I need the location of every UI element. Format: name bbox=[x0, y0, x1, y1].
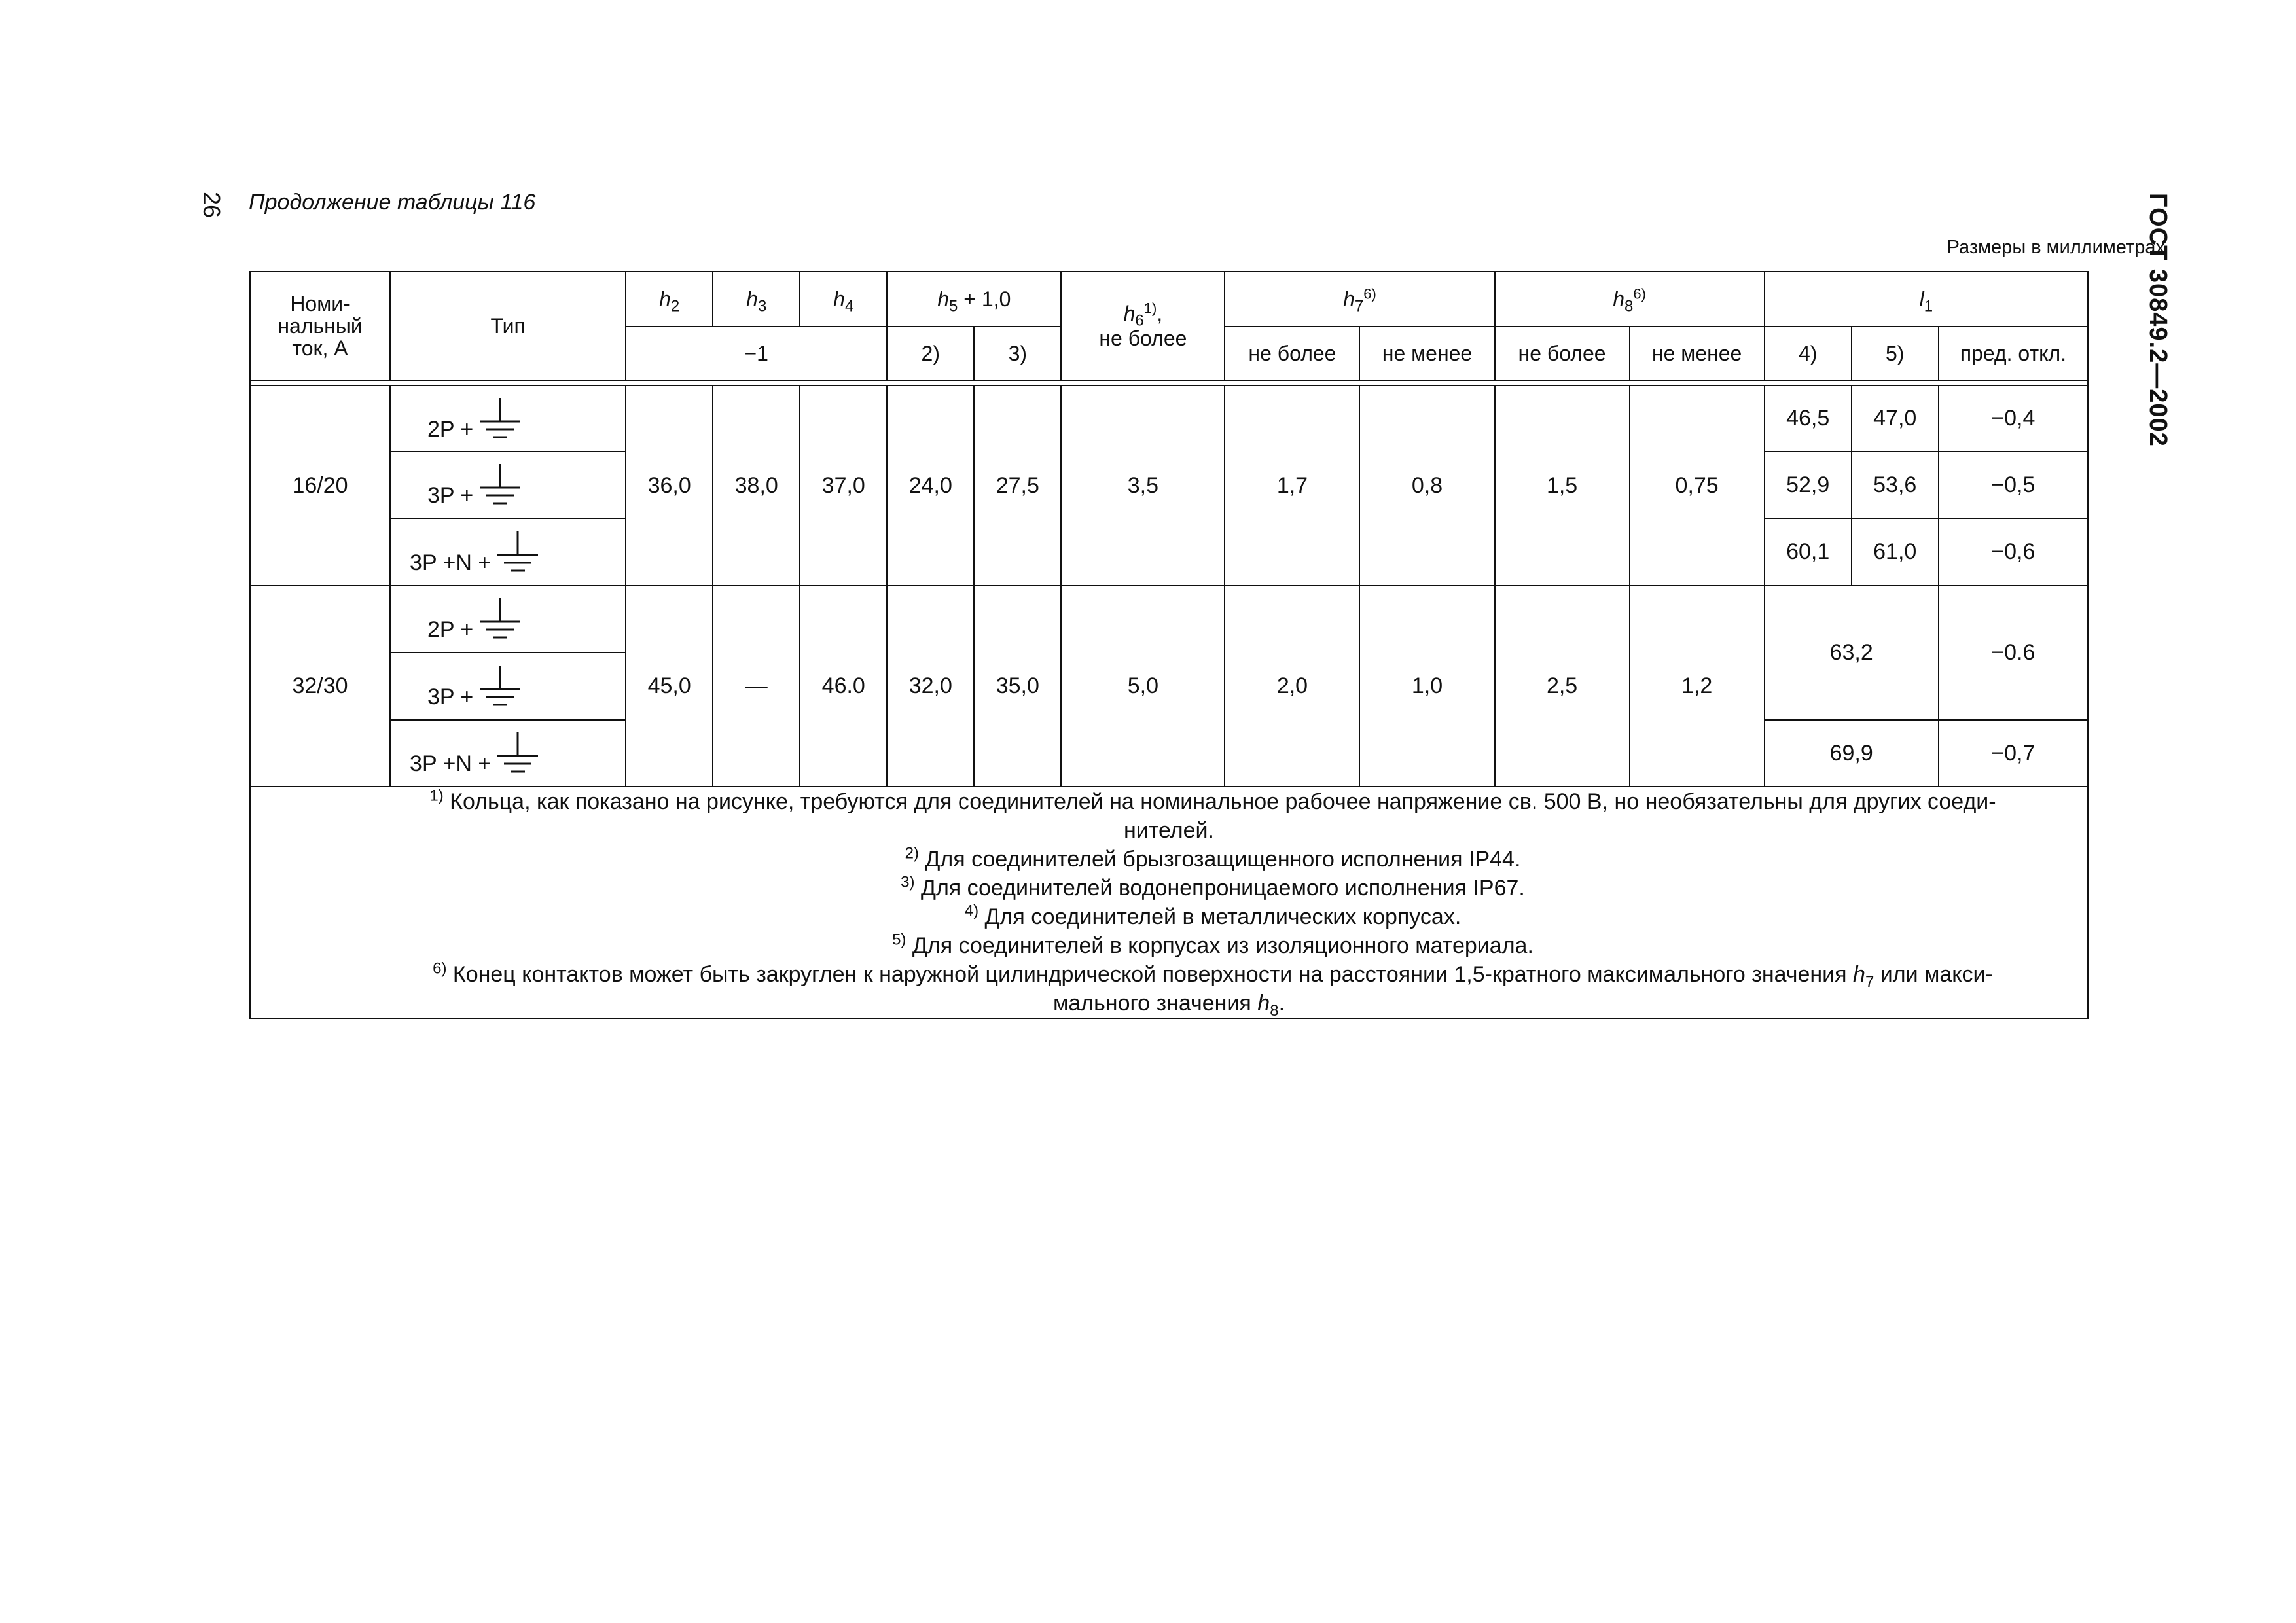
footnote-4: $^{4)}$ Для соединителей в металлических корпусах. bbox=[964, 902, 1462, 929]
cell-h5-ip44: 24,0 bbox=[887, 385, 974, 586]
cell-type: 3P + bbox=[390, 452, 626, 518]
header-h8-min: не менее bbox=[1630, 327, 1765, 380]
header-l1-note4: 4) bbox=[1765, 327, 1852, 380]
cell-h7-max: 1,7 bbox=[1225, 385, 1359, 586]
cell-h4: 46.0 bbox=[800, 586, 887, 787]
cell-l1-metal: 52,9 bbox=[1765, 452, 1852, 518]
ground-icon bbox=[495, 730, 541, 777]
page-number: 26 bbox=[198, 192, 225, 219]
cell-h3: 38,0 bbox=[713, 385, 800, 586]
cell-h8-max: 2,5 bbox=[1495, 586, 1630, 787]
header-h7-min: не менее bbox=[1359, 327, 1494, 380]
footnote-6-continued: мального значения $h_8$. bbox=[1052, 991, 1285, 1020]
header-h5: $h_5 + 1,0$ bbox=[887, 272, 1061, 327]
header-l1-note5: 5) bbox=[1852, 327, 1939, 380]
header-h5-note2: 2) bbox=[887, 327, 974, 380]
cell-h2: 45,0 bbox=[626, 586, 713, 787]
cell-h4: 37,0 bbox=[800, 385, 887, 586]
cell-current: 32/30 bbox=[250, 586, 390, 787]
header-h3: $h_3$ bbox=[713, 272, 800, 327]
table-row bbox=[250, 586, 2088, 652]
ground-icon bbox=[477, 596, 523, 643]
cell-l1-tolerance: −0,6 bbox=[1939, 518, 2088, 586]
footnote-1: $^{1)}$ Кольца, как показано на рисунке, требуются для соединителей на номинальное рабочее напряжение св. 500 В, но необязательны для других соеди- bbox=[429, 787, 1996, 814]
header-h8-max: не более bbox=[1495, 327, 1630, 380]
cell-type: 3P +N + bbox=[390, 518, 626, 586]
cell-h8-min: 0,75 bbox=[1630, 385, 1765, 586]
header-separator bbox=[250, 380, 2088, 385]
cell-l1-tolerance: −0,7 bbox=[1939, 720, 2088, 787]
header-h2: $h_2$ bbox=[626, 272, 713, 327]
cell-h2: 36,0 bbox=[626, 385, 713, 586]
footnote-3: $^{3)}$ Для соединителей водонепроницаемого исполнения IP67. bbox=[901, 873, 1525, 901]
cell-l1-metal: 60,1 bbox=[1765, 518, 1852, 586]
cell-l1-insulating: 47,0 bbox=[1852, 385, 1939, 452]
header-type: Тип bbox=[390, 272, 626, 380]
cell-h6: 5,0 bbox=[1061, 586, 1225, 787]
standard-label: ГОСТ 30849.2—2002 bbox=[2144, 193, 2172, 447]
cell-h6: 3,5 bbox=[1061, 385, 1225, 586]
dimensions-table bbox=[249, 271, 2089, 1019]
cell-h8-min: 1,2 bbox=[1630, 586, 1765, 787]
header-h8: $h_8^{6)}$ bbox=[1495, 272, 1765, 327]
cell-l1-tolerance: −0.6 bbox=[1939, 586, 2088, 720]
cell-h5-ip67: 27,5 bbox=[974, 385, 1061, 586]
cell-h7-max: 2,0 bbox=[1225, 586, 1359, 787]
footnote-1-continued: нителей. bbox=[1124, 818, 1214, 843]
cell-type: 2P + bbox=[390, 385, 626, 452]
header-l1-tolerance: пред. откл. bbox=[1939, 327, 2088, 380]
table-row bbox=[250, 385, 2088, 452]
cell-l1-insulating: 61,0 bbox=[1852, 518, 1939, 586]
header-l1: $l_1$ bbox=[1765, 272, 2088, 327]
cell-type: 3P +N + bbox=[390, 720, 626, 787]
cell-l1-tolerance: −0,5 bbox=[1939, 452, 2088, 518]
footnote-6: $^{6)}$ Конец контактов может быть закруглен к наружной цилиндрической поверхности на расстоянии 1,5-кратного максимального значения $h_7$ или макси- bbox=[433, 959, 1993, 991]
cell-l1-merged: 63,2 bbox=[1765, 586, 1939, 720]
cell-h5-ip44: 32,0 bbox=[887, 586, 974, 787]
cell-l1-metal: 46,5 bbox=[1765, 385, 1852, 452]
ground-icon bbox=[477, 663, 523, 710]
units-note: Размеры в миллиметрах bbox=[1946, 237, 2165, 258]
footnote-5: $^{5)}$ Для соединителей в корпусах из изоляционного материала. bbox=[892, 931, 1534, 958]
header-h5-note3: 3) bbox=[974, 327, 1061, 380]
ground-icon bbox=[477, 461, 523, 508]
cell-h5-ip67: 35,0 bbox=[974, 586, 1061, 787]
header-h7-max: не более bbox=[1225, 327, 1359, 380]
table-caption: Продолжение таблицы 116 bbox=[249, 190, 536, 215]
table-footnotes bbox=[250, 787, 2088, 1018]
header-h6: $h_6^{1)}$, не более bbox=[1061, 272, 1225, 380]
header-tolerance: −1 bbox=[626, 327, 887, 380]
ground-icon bbox=[477, 395, 523, 442]
cell-l1-merged: 69,9 bbox=[1765, 720, 1939, 787]
footnote-2: $^{2)}$ Для соединителей брызгозащищенного исполнения IP44. bbox=[905, 844, 1521, 872]
ground-icon bbox=[495, 529, 541, 576]
cell-h7-min: 1,0 bbox=[1359, 586, 1494, 787]
cell-type: 3P + bbox=[390, 652, 626, 720]
header-h7: $h_7^{6)}$ bbox=[1225, 272, 1494, 327]
cell-current: 16/20 bbox=[250, 385, 390, 586]
cell-h8-max: 1,5 bbox=[1495, 385, 1630, 586]
cell-l1-tolerance: −0,4 bbox=[1939, 385, 2088, 452]
cell-l1-insulating: 53,6 bbox=[1852, 452, 1939, 518]
header-current: Номи- нальный ток, А bbox=[250, 272, 390, 380]
cell-h3: — bbox=[713, 586, 800, 787]
cell-h7-min: 0,8 bbox=[1359, 385, 1494, 586]
cell-type: 2P + bbox=[390, 586, 626, 652]
header-h4: $h_4$ bbox=[800, 272, 887, 327]
